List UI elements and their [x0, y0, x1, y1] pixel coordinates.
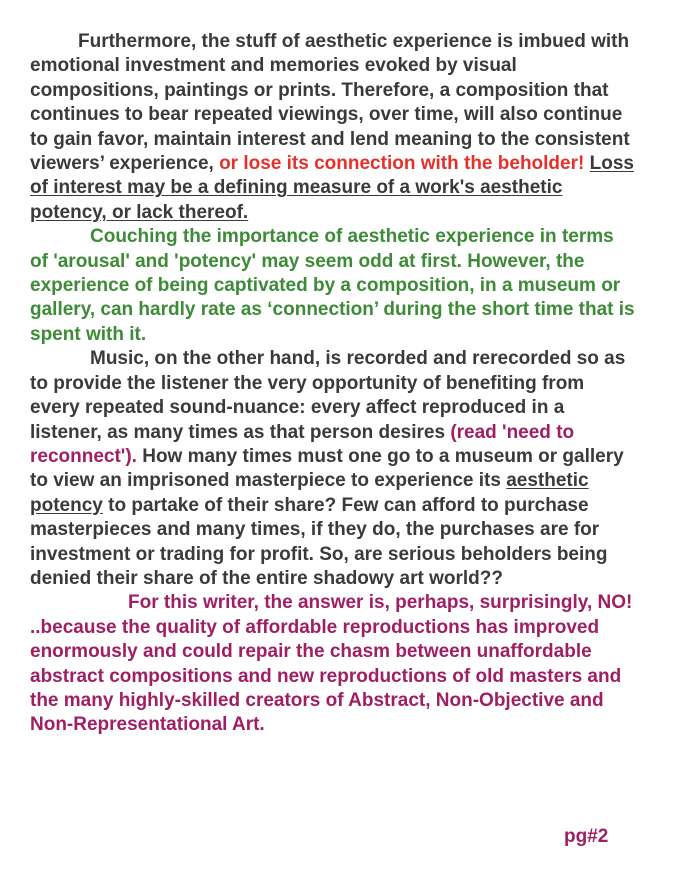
paragraph-1-red-emphasis: or lose its connection with the beholder! [219, 153, 585, 175]
paragraph-music [30, 347, 636, 591]
paragraph-3-text-b: How many times must one go to a museum or gallery to view an imprisoned masterpiece to experience its [30, 445, 624, 492]
paragraph-aesthetic-experience [30, 30, 636, 225]
paragraph-1-text: Furthermore, the stuff of aesthetic experience is imbued with emotional investment and memories evoked by visual compositions, paintings or prints. Therefore, a composition that continues to bear repeated viewings, over time, will also continue to gain favor, maintain interest and lend meaning to the consistent viewers’ experience, [30, 31, 630, 175]
paragraph-arousal-potency [30, 225, 636, 347]
paragraph-4-text: For this writer, the answer is, perhaps, surprisingly, NO! ..because the quality of affordable reproductions has improved enormously and could repair the chasm between unaffordable abstract compositions and new reproductions of old masters and the many highly-skilled creators of Abstract, Non-Objective and Non-Representational Art. [30, 592, 633, 736]
paragraph-writer-answer [30, 591, 636, 737]
paragraph-1-underlined-statement: Loss of interest may be a defining measure of a work's aesthetic potency, or lack thereof. [30, 153, 634, 223]
paragraph-3-purple-aside: (read 'need to reconnect'). [30, 421, 575, 467]
paragraph-3-text-c: to partake of their share? Few can afford to purchase masterpieces and many times, if they do, the purchases are for investment or trading for profit. So, are serious beholders being denied their share of the entire shadowy art world?? [30, 494, 608, 589]
paragraph-3-text-a: Music, on the other hand, is recorded and rerecorded so as to provide the listener the very opportunity of benefiting from every repeated sound-nuance: every affect reproduced in a listener, as many times as that person desires [30, 348, 626, 443]
paragraph-3-underlined-term: aesthetic potency [30, 470, 589, 516]
document-body [30, 30, 636, 738]
page-number: pg#2 [564, 826, 609, 847]
paragraph-2-text: Couching the importance of aesthetic experience in terms of 'arousal' and 'potency' may seem odd at first. However, the experience of being captivated by a composition, in a museum or gallery, can hardly rate as ‘connection’ during the short time that is spent with it. [30, 226, 635, 345]
